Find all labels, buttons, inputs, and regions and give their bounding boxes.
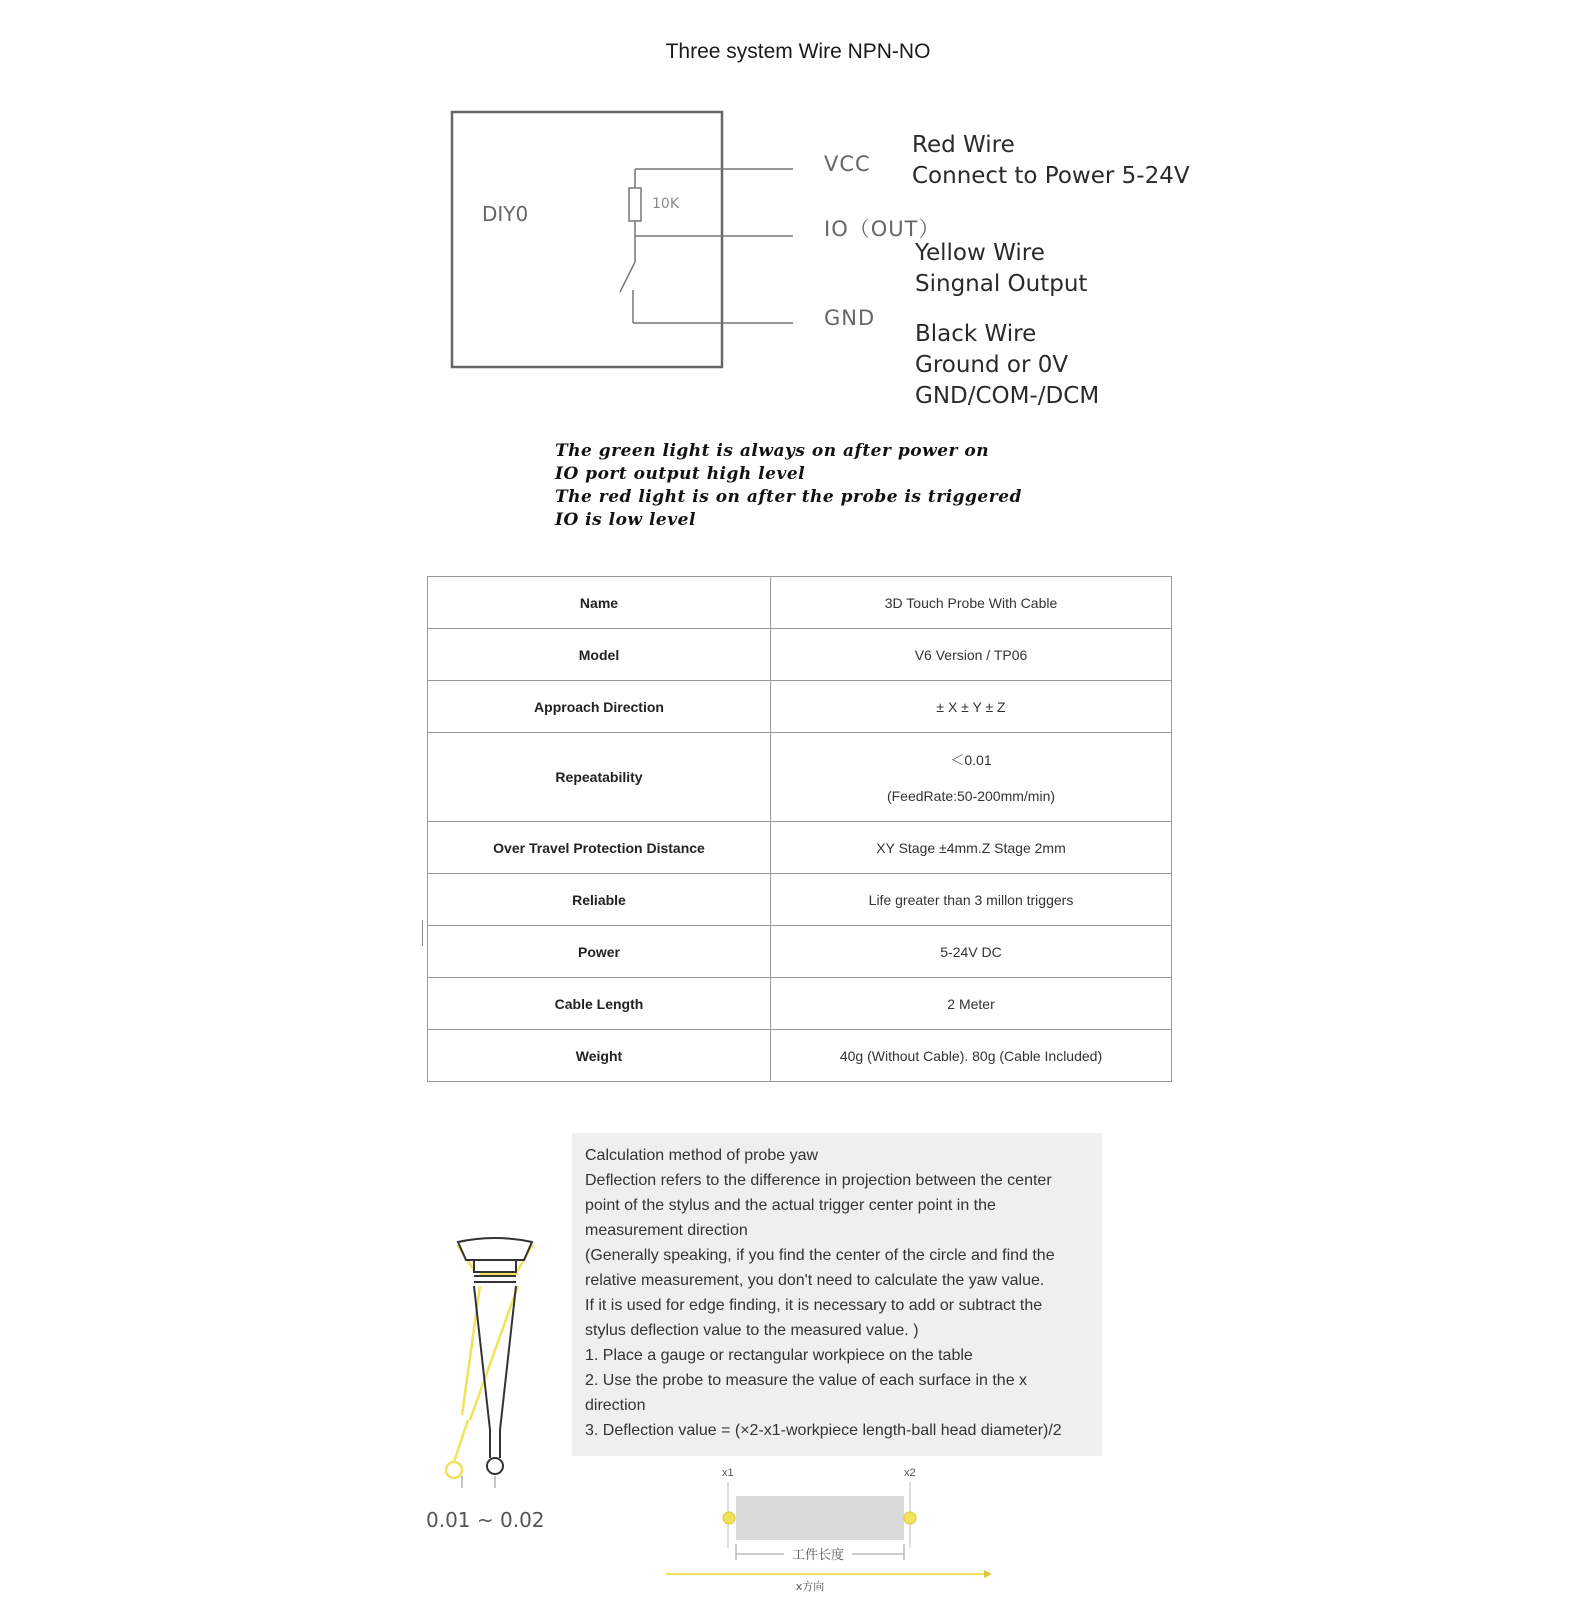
arrow-head <box>984 1570 992 1578</box>
spec-name: Model <box>428 629 771 681</box>
resistor-label: 10K <box>652 196 679 212</box>
spec-value: 5-24V DC <box>771 926 1172 978</box>
calc-line: measurement direction <box>585 1222 748 1239</box>
note-line: IO port output high level <box>555 464 806 484</box>
workpiece-length-label: 工件长度 <box>791 1548 845 1563</box>
probe-contact-x2 <box>904 1512 916 1524</box>
calc-line: stylus deflection value to the measured value. ) <box>585 1322 919 1339</box>
io-wire-color: Yellow Wire <box>915 240 1045 266</box>
note-line: The green light is always on after power on <box>555 441 990 461</box>
calc-line: 1. Place a gauge or rectangular workpiece on the table <box>585 1347 973 1364</box>
gnd-label: GND <box>824 306 876 330</box>
switch-contact <box>620 262 635 292</box>
table-row <box>428 926 1172 978</box>
vcc-description <box>912 130 1190 192</box>
spec-value: 40g (Without Cable). 80g (Cable Included) <box>771 1030 1172 1082</box>
calc-line: direction <box>585 1397 646 1414</box>
calc-line: relative measurement, you don't need to calculate the yaw value. <box>585 1272 1045 1289</box>
measurement-drawing <box>660 1460 1000 1595</box>
gnd-wire-alias: GND/COM-/DCM <box>915 383 1100 409</box>
calc-line: Calculation method of probe yaw <box>585 1147 819 1164</box>
calc-line: Deflection refers to the difference in projection between the center <box>585 1172 1052 1189</box>
indicator-notes <box>555 440 1022 532</box>
table-row <box>428 978 1172 1030</box>
spec-table <box>427 576 1172 1082</box>
probe-illustration <box>440 1230 550 1495</box>
table-row <box>428 629 1172 681</box>
page-title: Three system Wire NPN-NO <box>665 40 931 63</box>
io-description <box>915 238 1087 300</box>
probe-contact-x1 <box>723 1512 735 1524</box>
x-direction-label: x方向 <box>795 1580 825 1593</box>
table-row <box>428 733 1172 822</box>
spec-name: Name <box>428 577 771 629</box>
spec-value: 2 Meter <box>771 978 1172 1030</box>
spec-name: Weight <box>428 1030 771 1082</box>
spec-name: Repeatability <box>428 733 771 822</box>
spec-value: ＜0.01 <box>950 752 992 768</box>
io-wire-function: Singnal Output <box>915 271 1088 297</box>
calculation-text <box>585 1143 1095 1443</box>
table-row <box>428 874 1172 926</box>
measurement-diagram <box>660 1460 1000 1600</box>
table-row <box>428 822 1172 874</box>
device-box <box>452 112 722 367</box>
calc-line: point of the stylus and the actual trigger center point in the <box>585 1197 996 1214</box>
table-row <box>428 1030 1172 1082</box>
spec-value-note: (FeedRate:50-200mm/min) <box>886 788 1056 804</box>
spec-name: Cable Length <box>428 978 771 1030</box>
deflection-range: 0.01 ~ 0.02 <box>426 1508 545 1532</box>
device-label: DIY0 <box>482 202 529 226</box>
spec-name: Reliable <box>428 874 771 926</box>
spec-name: Approach Direction <box>428 681 771 733</box>
probe-drawing <box>440 1230 550 1490</box>
table-row <box>428 577 1172 629</box>
io-label: IO（OUT） <box>824 217 941 241</box>
gnd-wire-color: Black Wire <box>915 321 1037 347</box>
spec-name: Power <box>428 926 771 978</box>
gnd-description <box>915 319 1099 412</box>
spec-value: ± X ± Y ± Z <box>771 681 1172 733</box>
spec-name: Over Travel Protection Distance <box>428 822 771 874</box>
x1-label: x1 <box>722 1467 734 1479</box>
vcc-label: VCC <box>824 152 871 176</box>
spec-value: XY Stage ±4mm.Z Stage 2mm <box>771 822 1172 874</box>
vcc-wire-function: Connect to Power 5-24V <box>912 163 1190 189</box>
calc-line: 2. Use the probe to measure the value of each surface in the x <box>585 1372 1028 1389</box>
spec-value: V6 Version / TP06 <box>771 629 1172 681</box>
spec-value: 3D Touch Probe With Cable <box>771 577 1172 629</box>
calc-line: (Generally speaking, if you find the center of the circle and find the <box>585 1247 1055 1264</box>
resistor <box>629 188 641 221</box>
spec-value-multiline <box>771 733 1172 822</box>
calc-line: If it is used for edge finding, it is necessary to add or subtract the <box>585 1297 1043 1314</box>
wiring-diagram <box>420 100 1240 425</box>
table-row <box>428 681 1172 733</box>
calc-line: 3. Deflection value = (×2-x1-workpiece length-ball head diameter)/2 <box>585 1422 1062 1439</box>
note-line: The red light is on after the probe is triggered <box>555 487 1022 507</box>
divider <box>422 920 423 946</box>
note-line: IO is low level <box>555 510 696 530</box>
x2-label: x2 <box>904 1467 916 1479</box>
gnd-wire-function: Ground or 0V <box>915 352 1069 378</box>
spec-value: Life greater than 3 millon triggers <box>771 874 1172 926</box>
workpiece <box>736 1496 904 1540</box>
vcc-wire-color: Red Wire <box>912 132 1015 158</box>
